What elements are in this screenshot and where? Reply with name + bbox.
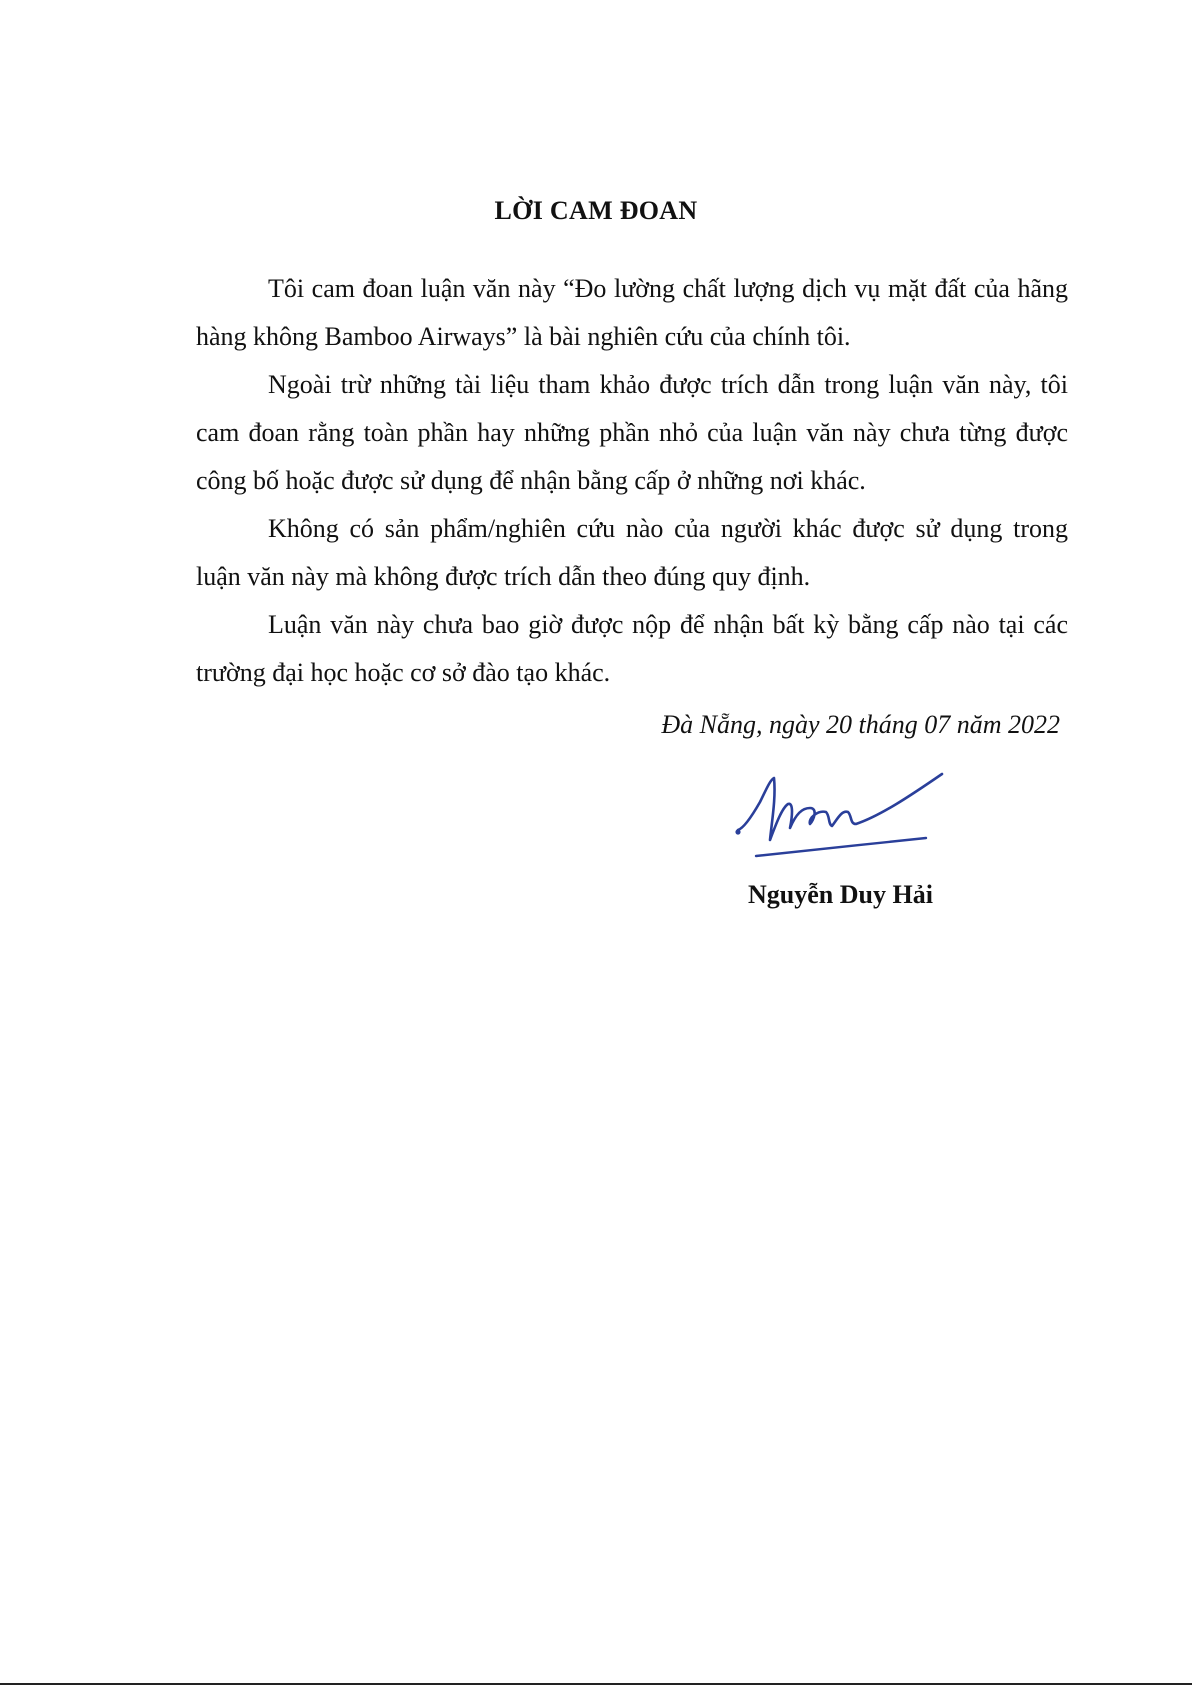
signature-stroke-main <box>738 774 942 840</box>
declaration-body <box>196 265 1068 697</box>
declaration-paragraph-1: Tôi cam đoan luận văn này “Đo lường chất lượng dịch vụ mặt đất của hãng hàng không Bamboo Airways” là bài nghiên cứu của chính tôi. <box>196 274 1068 351</box>
signer-name: Nguyễn Duy Hải <box>748 880 933 909</box>
signature-underline <box>756 838 926 856</box>
declaration-paragraph-3: Không có sản phẩm/nghiên cứu nào của người khác được sử dụng trong luận văn này mà không được trích dẫn theo đúng quy định. <box>196 514 1068 591</box>
date-place-line: Đà Nẵng, ngày 20 tháng 07 năm 2022 <box>661 710 1060 739</box>
handwritten-signature <box>730 758 970 868</box>
declaration-paragraph-4: Luận văn này chưa bao giờ được nộp để nhận bất kỳ bằng cấp nào tại các trường đại học hoặc cơ sở đào tạo khác. <box>196 610 1068 687</box>
signature-dot <box>735 829 740 834</box>
declaration-paragraph-2: Ngoài trừ những tài liệu tham khảo được trích dẫn trong luận văn này, tôi cam đoan rằng toàn phần hay những phần nhỏ của luận văn này chưa từng được công bố hoặc được sử dụng để nhận bằng cấp ở những nơi khác. <box>196 370 1068 495</box>
document-title: LỜI CAM ĐOAN <box>494 196 698 225</box>
